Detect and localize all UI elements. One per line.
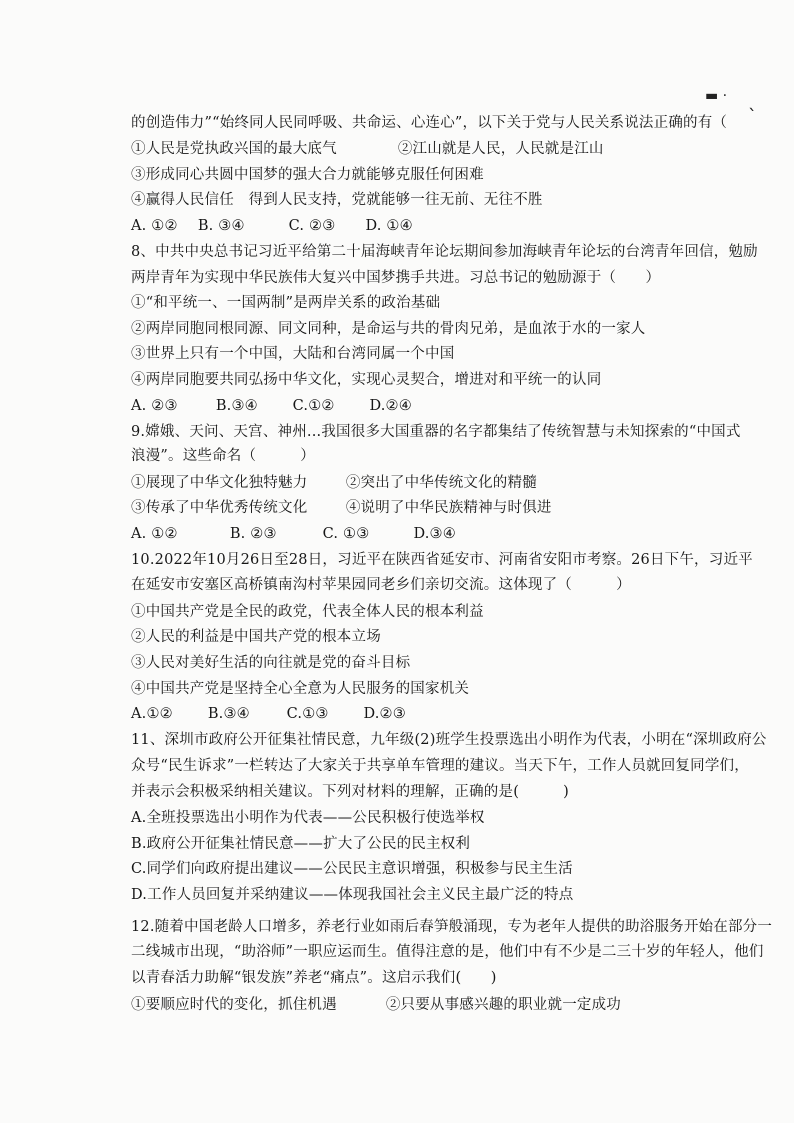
q8-statement-3: ③世界上只有一个中国，大陆和台湾同属一个中国 (131, 346, 455, 362)
q12-statement-1: ①要顺应时代的变化，抓住机遇 (131, 997, 337, 1013)
q8-statement-2: ②两岸同胞同根同源、同文同种，是命运与共的骨肉兄弟，是血浓于水的一家人 (131, 321, 646, 337)
q9-choices (131, 525, 771, 543)
q7-statement-1: ①人民是党执政兴国的最大底气 (131, 141, 337, 157)
q11-stem-1: 11、深圳市政府公开征集社情民意，九年级(2)班学生投票选出小明作为代表，小明在“深圳政府公 (131, 732, 767, 748)
q11-option-b: B.政府公开征集社情民意——扩大了公民的民主权利 (131, 836, 471, 852)
q7-choices (131, 217, 771, 235)
q11-stem-3: 并表示会积极采纳相关建议。下列对材料的理解，正确的是( ) (131, 784, 570, 800)
q10-choice-b: B.③④ (207, 706, 250, 722)
q9-stem-2: 浪漫”。这些命名（ ） (131, 448, 316, 464)
q10-stem-1: 10.2022年10月26日至28日，习近平在陕西省延安市、河南省安阳市考察。26日下午，习近平 (131, 552, 753, 568)
q12-stem-3: 以青春活力助解“银发族”养老“痛点”。这启示我们( ) (131, 970, 497, 986)
q9-statement-4: ④说明了中华民族精神与时俱进 (345, 500, 552, 516)
q11-option-c: C.同学们向政府提出建议——公民民主意识增强，积极参与民主生活 (131, 861, 573, 877)
q8-statement-1: ①“和平统一、一国两制”是两岸关系的政治基础 (131, 295, 441, 311)
q12-stem-2: 二线城市出现，“助浴师”一职应运而生。值得注意的是，他们中有不少是二三十岁的年轻人，他们 (131, 944, 764, 960)
q9-statement-2: ②突出了中华传统文化的精髓 (345, 475, 537, 491)
q9-choice-c: C. ①③ (322, 526, 370, 542)
q7-statement-4: ④赢得人民信任 得到人民支持，党就能够一往无前、无往不胜 (131, 192, 543, 208)
q7-statement-3: ③形成同心共圆中国梦的强大合力就能够克服任何困难 (131, 167, 484, 183)
q11-option-a: A.全班投票选出小明作为代表——公民积极行使选举权 (131, 810, 485, 826)
q9-choice-a: A. ①② (131, 526, 178, 542)
q10-choices (131, 705, 771, 723)
q12-stem-1: 12.随着中国老龄人口增多，养老行业如雨后春笋般涌现，专为老年人提供的助浴服务开始在部分一 (131, 919, 773, 935)
q9-choice-d: D.③④ (413, 526, 456, 542)
q9-stem-1: 9.嫦娥、天问、天宫、神州...我国很多大国重器的名字都集结了传统智慧与未知探索的“中国式 (131, 424, 741, 440)
q9-statement-3: ③传承了中华优秀传统文化 (131, 500, 308, 516)
q9-statements-row-1 (131, 474, 771, 492)
q9-statements-row-2 (131, 499, 771, 517)
q8-stem-1: 8、中共中央总书记习近平给第二十届海峡青年论坛期间参加海峡青年论坛的台湾青年回信，勉励 (131, 244, 758, 260)
q8-choice-c: C.①② (292, 398, 335, 414)
q10-statement-1: ①中国共产党是全民的政党，代表全体人民的根本利益 (131, 604, 484, 620)
q11-stem-2: 众号“民生诉求”一栏转达了大家关于共享单车管理的建议。当天下午，工作人员就回复同学们， (131, 758, 749, 774)
q9-statement-1: ①展现了中华文化独特魅力 (131, 475, 308, 491)
q10-choice-d: D.②③ (363, 706, 406, 722)
q7-statements-row-1 (131, 140, 771, 158)
q7-choice-c: C. ②③ (288, 218, 336, 234)
q10-choice-c: C.①③ (286, 706, 329, 722)
q10-statement-4: ④中国共产党是坚持全心全意为人民服务的国家机关 (131, 681, 470, 697)
q10-statement-2: ②人民的利益是中国共产党的根本立场 (131, 629, 381, 645)
q8-choice-a: A. ②③ (131, 398, 178, 414)
q10-stem-2: 在延安市安塞区高桥镇南沟村苹果园同老乡们亲切交流。这体现了（ ） (131, 577, 631, 593)
scan-tick: ˋ (748, 106, 757, 127)
q7-choice-b: B. ③④ (197, 218, 245, 234)
q7-stem-tail: 的创造伟力”“始终同人民同呼吸、共命运、心连心”，以下关于党与人民关系说法正确的有（ (131, 115, 728, 131)
q7-choice-a: A. ①② (131, 218, 178, 234)
q10-choice-a: A.①② (131, 706, 173, 722)
q7-choice-d: D. ①④ (365, 218, 413, 234)
q8-choice-d: D.②④ (369, 398, 412, 414)
q8-choice-b: B.③④ (215, 398, 258, 414)
q8-stem-2: 两岸青年为实现中华民族伟大复兴中国梦携手共进。习总书记的勉励源于（ ） (131, 270, 661, 286)
q12-statement-2: ②只要从事感兴趣的职业就一定成功 (385, 997, 622, 1013)
scan-mark: ▬ · (705, 88, 728, 104)
q7-statement-2: ②江山就是人民，人民就是江山 (397, 141, 604, 157)
q10-statement-3: ③人民对美好生活的向往就是党的奋斗目标 (131, 655, 411, 671)
q12-statements-row-1 (131, 996, 771, 1014)
q11-option-d: D.工作人员回复并采纳建议——体现我国社会主义民主最广泛的特点 (131, 887, 574, 903)
q8-statement-4: ④两岸同胞要共同弘扬中华文化，实现心灵契合，增进对和平统一的认同 (131, 372, 602, 388)
q9-choice-b: B. ②③ (229, 526, 277, 542)
q8-choices (131, 397, 771, 415)
